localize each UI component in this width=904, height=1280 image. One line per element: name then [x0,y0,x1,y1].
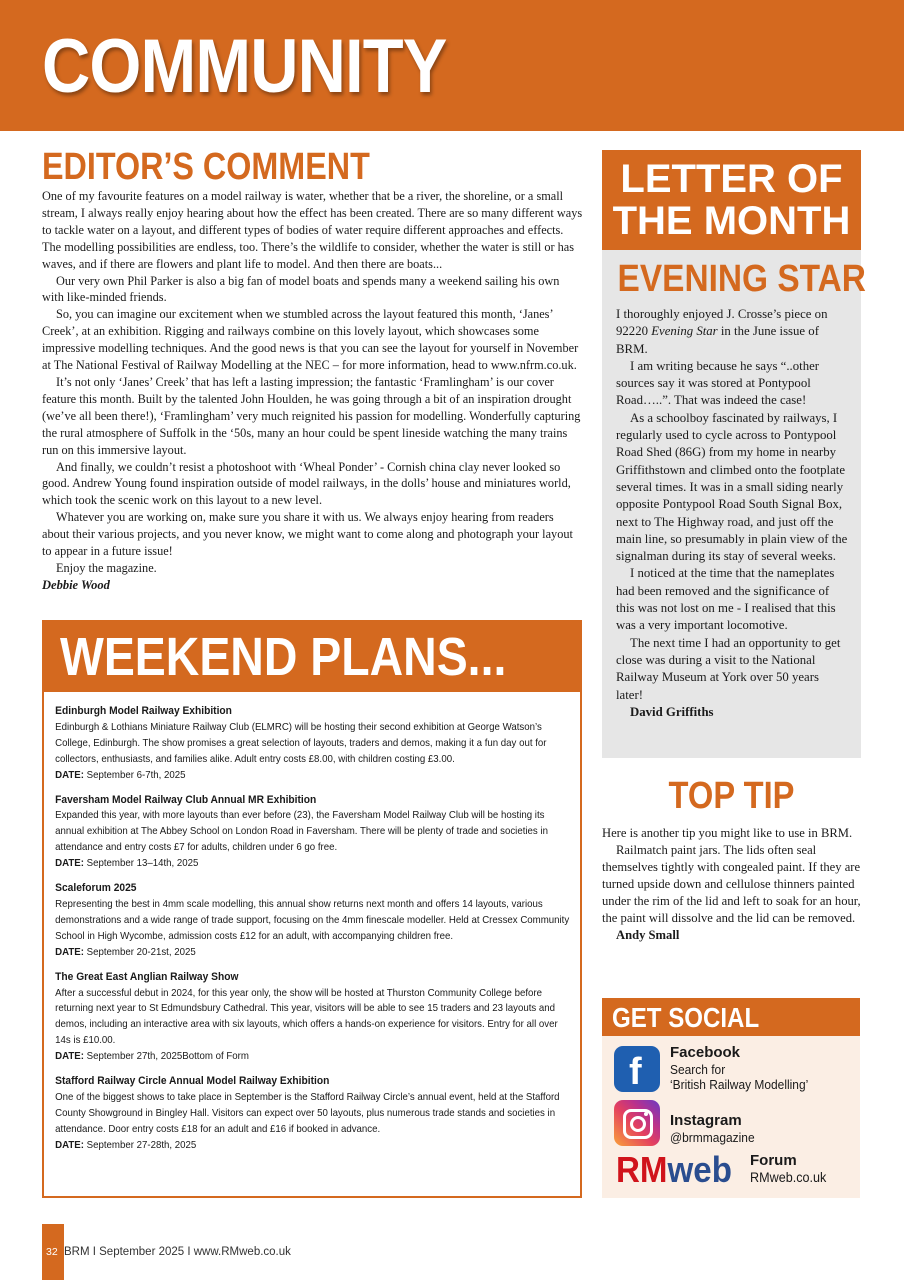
letter-paragraph: The next time I had an opportunity to get close was during a visit to the National Railway Museum at York over 50 years later! [616,635,841,702]
event-date-value: September 27th, 2025Bottom of Form [86,1051,249,1063]
event-date [55,1138,576,1154]
letter-body [602,306,861,721]
tip-paragraph: Railmatch paint jars. The lids often seal themselves tightly with congealed paint. If they are turned upside down and cellulose thinners painted under the rim of the lid and left to soak for an hour, the paint will dissolve and the lid can be removed. [602,843,861,925]
editor-paragraph: One of my favourite features on a model railway is water, whether that be a river, the shoreline, or a small stream, I always really enjoy hearing about how the effect has been created. There are so many different ways to tackle water on a layout, and different types of bodies of water require different approaches and effects. The modelling possibilities are endless, too. There’s the wildlife to consider, whether the water is still or has waves, and if there are flowers and plant life to model. And then there are boats... [42,189,583,271]
date-label: DATE: [55,858,84,870]
rmweb-logo[interactable] [616,1150,732,1190]
locomotive-name: Evening Star [651,324,718,339]
tip-paragraph: Here is another tip you might like to use in BRM. [602,826,853,840]
event-description: After a successful debut in 2024, for this year only, the show will be hosted at Thurston Community College before returning next year to St Edmundsbury Cathedral. This year, visitors will be able to see 15 traders and 23 layouts and demos, including an interactive area with six layouts, which offers a hands-on experience for visitors. Entry for all over 14s is £10.00. [55,987,558,1047]
letter-text: I thoroughly enjoyed J. Crosse’s piece on 92220 [616,307,828,339]
instagram-icon [614,1100,660,1146]
weekend-plans-header [44,622,580,692]
letter-paragraph: I noticed at the time that the nameplates had been removed and the significance of this was not lost on me - I realised that this was a very important locomotive. [616,566,836,633]
event-title: Scaleforum 2025 [55,882,137,895]
event-description: Expanded this year, with more layouts than ever before (23), the Faversham Model Railway Club will be hosting its annual exhibition at The Abbey School on London Road in Faversham. There will be plenty of trade and societies in attendance and entry costs £7 for adults, children under 6 go free. [55,810,548,854]
event-item [55,970,576,1065]
get-social [602,998,860,1198]
footer-text: BRM I September 2025 I www.RMweb.co.uk [64,1246,291,1258]
editor-paragraph: And finally, we couldn’t resist a photoshoot with ‘Wheal Ponder’ - Cornish china clay never looked so good. Andrew Young found inspiration outside of model railways, in the dolls’ house and miniatures world, which took the scenic work on this layout to a new level. [42,459,571,508]
event-item [55,881,576,961]
weekend-plans-heading: WEEKEND PLANS... [60,627,507,687]
forum-label: Forum [750,1152,797,1169]
editor-signature: Debbie Wood [42,577,110,592]
letter-paragraph [616,306,849,358]
event-date [55,945,576,961]
editor-paragraph: Our very own Phil Parker is also a big fan of model boats and spends many a weekend sailing his own with like-minded friends. [42,273,560,305]
heading-line: THE MONTH [612,199,851,243]
facebook-glyph: f [629,1051,642,1093]
instagram-label [670,1112,762,1145]
top-tip [602,775,861,944]
instagram-handle: @brmmagazine [670,1130,755,1145]
letter-of-the-month-header [602,150,861,250]
get-social-heading: GET SOCIAL [612,1002,760,1033]
event-date [55,768,576,784]
weekend-plans-box [42,620,582,1198]
event-date-value: September 6-7th, 2025 [86,769,186,781]
editor-paragraph: So, you can imagine our excitement when we stumbled across the layout featured this month, ‘Janes’ Creek’, at an exhibition. Rigging and railways combine on this lovely layout, which showcases some impressive modelling techniques. And the good news is that you can see the layout for yourself in November at The National Festival of Railway Modelling at the NEC – for more information, head to www.nfrm.co.uk. [42,307,579,373]
letter-text: in the June issue of BRM. [616,324,819,356]
event-item [55,704,576,784]
instagram-name: Instagram [670,1112,742,1129]
event-title: Edinburgh Model Railway Exhibition [55,705,232,717]
letter-subheading: EVENING STAR [617,258,866,300]
date-label: DATE: [55,946,84,958]
tip-signature: Andy Small [616,928,680,942]
rmweb-logo-web: web [667,1149,732,1190]
facebook-page-name: ‘British Railway Modelling’ [670,1077,809,1092]
event-date-value: September 13–14th, 2025 [86,858,199,870]
letter-of-the-month [602,150,866,758]
event-description: Edinburgh & Lothians Miniature Railway Club (ELMRC) will be hosting their second exhibition at George Watson’s College, Edinburgh. The show promises a great selection of layouts, traders and demos, making it a fun day out for collectors, enthusiasts, and families alike. Adult entry costs £8.00, with children costing £3.00. [55,721,547,765]
letter-paragraph: I am writing because he says “..other sources say it was stored at Pontypool Road…..”. That was indeed the case! [616,358,820,408]
event-item [55,1074,576,1154]
editors-comment [42,146,584,593]
event-date-value: September 27-28th, 2025 [86,1139,197,1151]
editors-comment-heading: EDITOR’S COMMENT [42,146,370,188]
letter-signature: David Griffiths [630,704,714,719]
rmweb-forum[interactable] [750,1153,835,1185]
event-title: The Great East Anglian Railway Show [55,970,239,983]
page-number: 32 [46,1246,58,1258]
event-title: Stafford Railway Circle Annual Model Railway Exhibition [55,1075,330,1088]
event-item [55,793,576,873]
date-label: DATE: [55,1139,84,1151]
page-number-tab [42,1224,64,1280]
date-label: DATE: [55,769,84,781]
facebook-name: Facebook [670,1044,741,1061]
event-title: Faversham Model Railway Club Annual MR Exhibition [55,793,317,806]
event-description: One of the biggest shows to take place in September is the Stafford Railway Circle’s annual event, held at the Stafford County Showground in Bingley Hall. Visitors can expect over 50 layouts, plus numerous trade stands and societies in attendance. Door entry costs £18 for an adult and £16 if booked in advance. [55,1091,560,1135]
heading-line: LETTER OF [620,157,843,201]
get-social-header [602,998,860,1036]
facebook-search-line: Search for [670,1062,726,1077]
letter-paragraph: As a schoolboy fascinated by railways, I regularly used to cycle across to Pontypool Road Shed (86G) from my home in nearby Griffithstown and climbed onto the footplate several times. It was in a small siding nearly opposite Pontypool Road South Signal Box, next to The Highway road, and just off the main line, so presumably in plain view of the signalman during its stay of several weeks. [616,410,848,564]
section-banner [0,0,904,131]
letter-of-the-month-heading [602,158,861,242]
section-title: COMMUNITY [42,24,447,109]
editor-paragraph: It’s not only ‘Janes’ Creek’ that has left a lasting impression; the fantastic ‘Framlingham’ is our cover feature this month. Built by the talented John Houlden, he was going through a bit of an inspiration drought (we’ve all been there!), ‘Framlingham’ very much reignited his passion for modelling. Wonderfully capturing the rural atmosphere of Suffolk in the ‘50s, many an hour could be spent lineside watching the many trains run on this immersive layout. [42,374,581,457]
facebook-icon [614,1046,660,1092]
top-tip-heading: TOP TIP [668,775,795,817]
editor-paragraph: Whatever you are working on, make sure you share it with us. We always enjoy hearing from readers about their various projects, and you never know, we might want to come along and photograph your layout to appear in a future issue! [42,510,573,559]
event-list [44,692,585,1154]
top-tip-body [602,825,861,944]
facebook-label [670,1044,820,1092]
event-date [55,856,576,872]
event-date-value: September 20-21st, 2025 [86,946,196,958]
event-description: Representing the best in 4mm scale modelling, this annual show returns next month and offers 14 layouts, various demonstrations and a wide range of trade support, focusing on the 4mm finescale modeller. Held at Cressex Community School in High Wycombe, admission costs £12 for an adult, with accompanying children free. [55,898,570,942]
forum-url: RMweb.co.uk [750,1169,827,1185]
rmweb-logo-rm: RM [616,1149,668,1190]
editor-paragraph: Enjoy the magazine. [56,560,157,575]
date-label: DATE: [55,1051,84,1063]
editors-comment-body [42,188,584,577]
event-date [55,1049,576,1065]
